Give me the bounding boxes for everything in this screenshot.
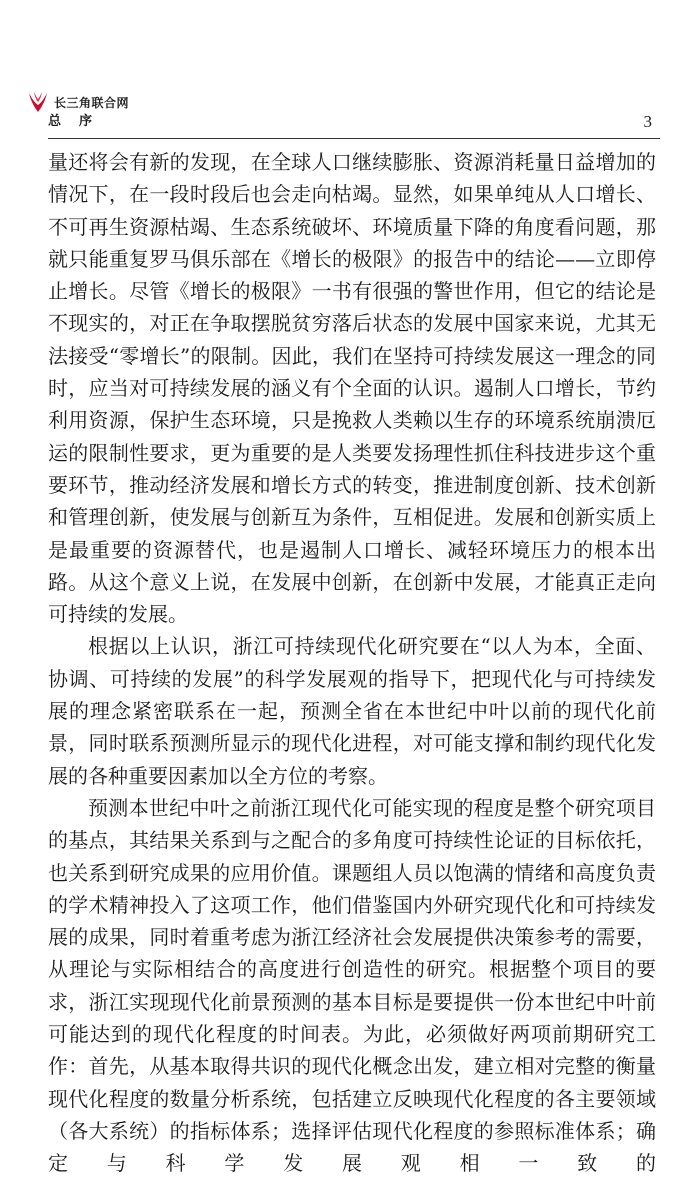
logo-text: 长三角联合网 xyxy=(54,95,130,110)
page-number: 3 xyxy=(643,112,652,131)
running-head: 总序 xyxy=(48,114,111,129)
logo-mark-icon xyxy=(26,90,50,114)
body-text xyxy=(48,146,656,1180)
header-rule xyxy=(48,138,660,139)
paragraph-2: 根据以上认识，浙江可持续现代化研究要在“以人为本，全面、协调、可持续的发展”的科学发展观的指导下，把现代化与可持续发展的理念紧密联系在一起，预测全省在本世纪中叶以前的现代化前景，同时联系预测所显示的现代化进程，对可能支撑和制约现代化发展的各种重要因素加以全方位的考察。 xyxy=(48,634,656,788)
paragraph-3: 预测本世纪中叶之前浙江现代化可能实现的程度是整个研究项目的基点，其结果关系到与之配合的多角度可持续性论证的目标依托，也关系到研究成果的应用价值。课题组人员以饱满的情绪和高度负责的学术精神投入了这项工作，他们借鉴国内外研究现代化和可持续发展的成果，同时着重考虑为浙江经济社会发展提供决策参考的需要，从理论与实际相结合的高度进行创造性的研究。根据整个项目的要求，浙江实现现代化前景预测的基本目标是要提供一份本世纪中叶前可能达到的现代化程度的时间表。为此，必须做好两项前期研究工作：首先，从基本取得共识的现代化概念出发，建立相对完整的衡量现代化程度的数量分析系统，包括建立反映现代化程度的各主要领域（各大系统）的指标体系；选择评估现代化程度的参照标准体系；确定与科学发展观相一致的 xyxy=(48,795,656,1176)
paragraph-1: 量还将会有新的发现，在全球人口继续膨胀、资源消耗量日益增加的情况下，在一段时段后也会走向枯竭。显然，如果单纯从人口增长、不可再生资源枯竭、生态系统破坏、环境质量下降的角度看问题，那就只能重复罗马俱乐部在《增长的极限》的报告中的结论——立即停止增长。尽管《增长的极限》一书有很强的警世作用，但它的结论是不现实的，对正在争取摆脱贫穷落后状态的发展中国家来说，尤其无法接受“零增长”的限制。因此，我们在坚持可持续发展这一理念的同时，应当对可持续发展的涵义有个全面的认识。遏制人口增长，节约利用资源，保护生态环境，只是挽救人类赖以生存的环境系统崩溃厄运的限制性要求，更为重要的是人类要发扬理性抓住科技进步这个重要环节，推动经济发展和增长方式的转变，推进制度创新、技术创新和管理创新，使发展与创新互为条件，互相促进。发展和创新实质上是最重要的资源替代，也是遏制人口增长、减轻环境压力的根本出路。从这个意义上说，在发展中创新，在创新中发展，才能真正走向可持续的发展。 xyxy=(48,150,656,627)
